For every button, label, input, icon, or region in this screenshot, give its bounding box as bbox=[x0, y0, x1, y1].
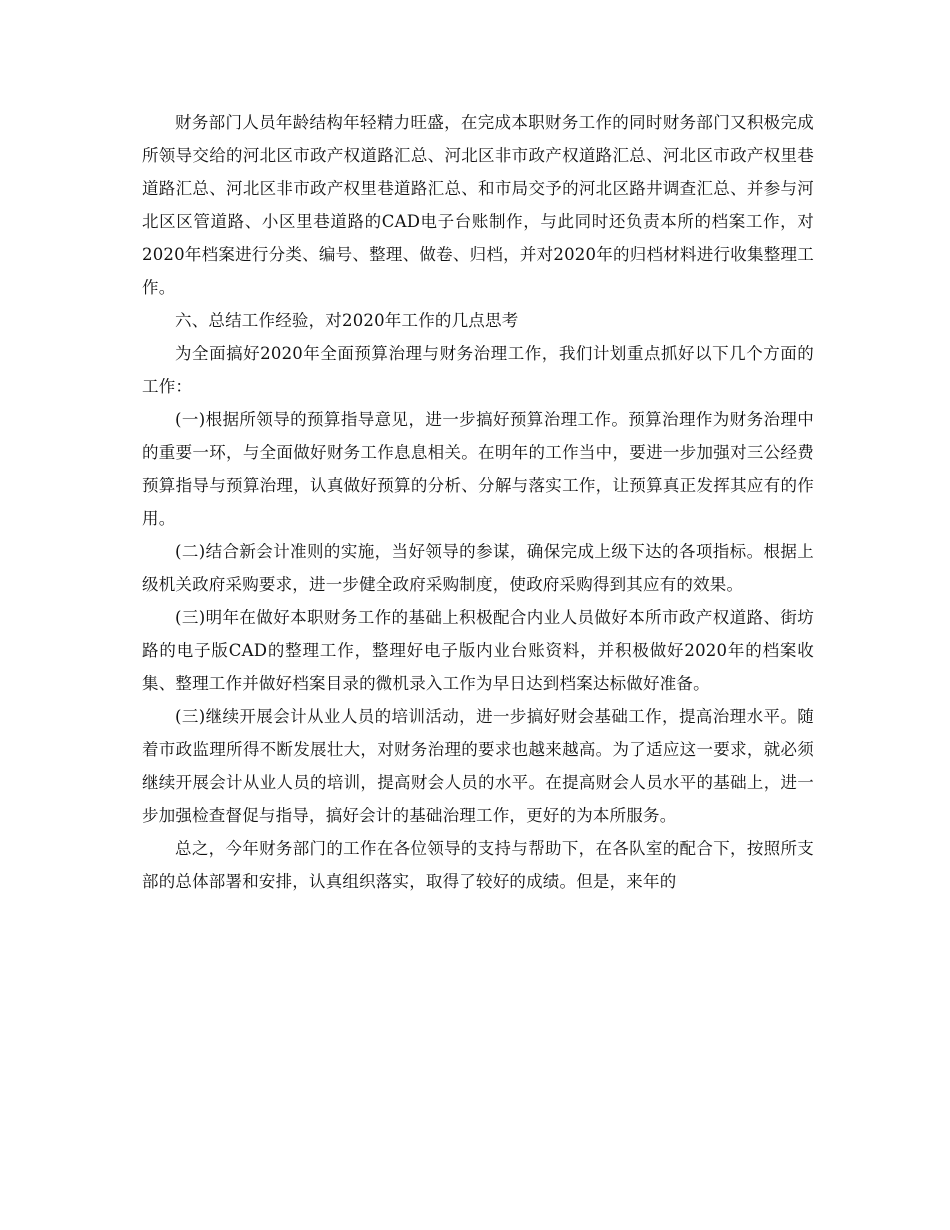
paragraph-item-3b: (三)继续开展会计从业人员的培训活动，进一步搞好财会基础工作，提高治理水平。随着市政监理所得不断发展壮大，对财务治理的要求也越来越高。为了适应这一要求，就必须继续开展会计从业人员的培训，提高财会人员的水平。在提高财会人员水平的基础上，进一步加强检查督促与指导，搞好会计的基础治理工作，更好的为本所服务。 bbox=[142, 707, 814, 825]
document-body bbox=[142, 106, 814, 898]
paragraph-conclusion: 总之，今年财务部门的工作在各位领导的支持与帮助下，在各队室的配合下，按照所支部的总体部署和安排，认真组织落实，取得了较好的成绩。但是，来年的 bbox=[142, 839, 814, 891]
section-heading-summary: 六、总结工作经验，对2020年工作的几点思考 bbox=[175, 311, 519, 330]
paragraph-finance-staff: 财务部门人员年龄结构年轻精力旺盛，在完成本职财务工作的同时财务部门又积极完成所领导交给的河北区市政产权道路汇总、河北区非市政产权道路汇总、河北区市政产权里巷道路汇总、河北区非市政产权里巷道路汇总、和市局交予的河北区路井调查汇总、并参与河北区区管道路、小区里巷道路的CAD电子台账制作，与此同时还负责本所的档案工作，对2020年档案进行分类、编号、整理、做卷、归档，并对2020年的归档材料进行收集整理工作。 bbox=[142, 113, 814, 297]
paragraph-item-2: (二)结合新会计准则的实施，当好领导的参谋，确保完成上级下达的各项指标。根据上级机关政府采购要求，进一步健全政府采购制度，使政府采购得到其应有的效果。 bbox=[142, 542, 814, 594]
paragraph-plan-intro: 为全面搞好2020年全面预算治理与财务治理工作，我们计划重点抓好以下几个方面的工作： bbox=[142, 344, 814, 396]
paragraph-item-1: (一)根据所领导的预算指导意见，进一步搞好预算治理工作。预算治理作为财务治理中的重要一环，与全面做好财务工作息息相关。在明年的工作当中，要进一步加强对三公经费预算指导与预算治理，认真做好预算的分析、分解与落实工作，让预算真正发挥其应有的作用。 bbox=[142, 410, 814, 528]
paragraph-item-3a: (三)明年在做好本职财务工作的基础上积极配合内业人员做好本所市政产权道路、街坊路的电子版CAD的整理工作，整理好电子版内业台账资料，并积极做好2020年的档案收集、整理工作并做好档案目录的微机录入工作为早日达到档案达标做好准备。 bbox=[142, 608, 814, 693]
